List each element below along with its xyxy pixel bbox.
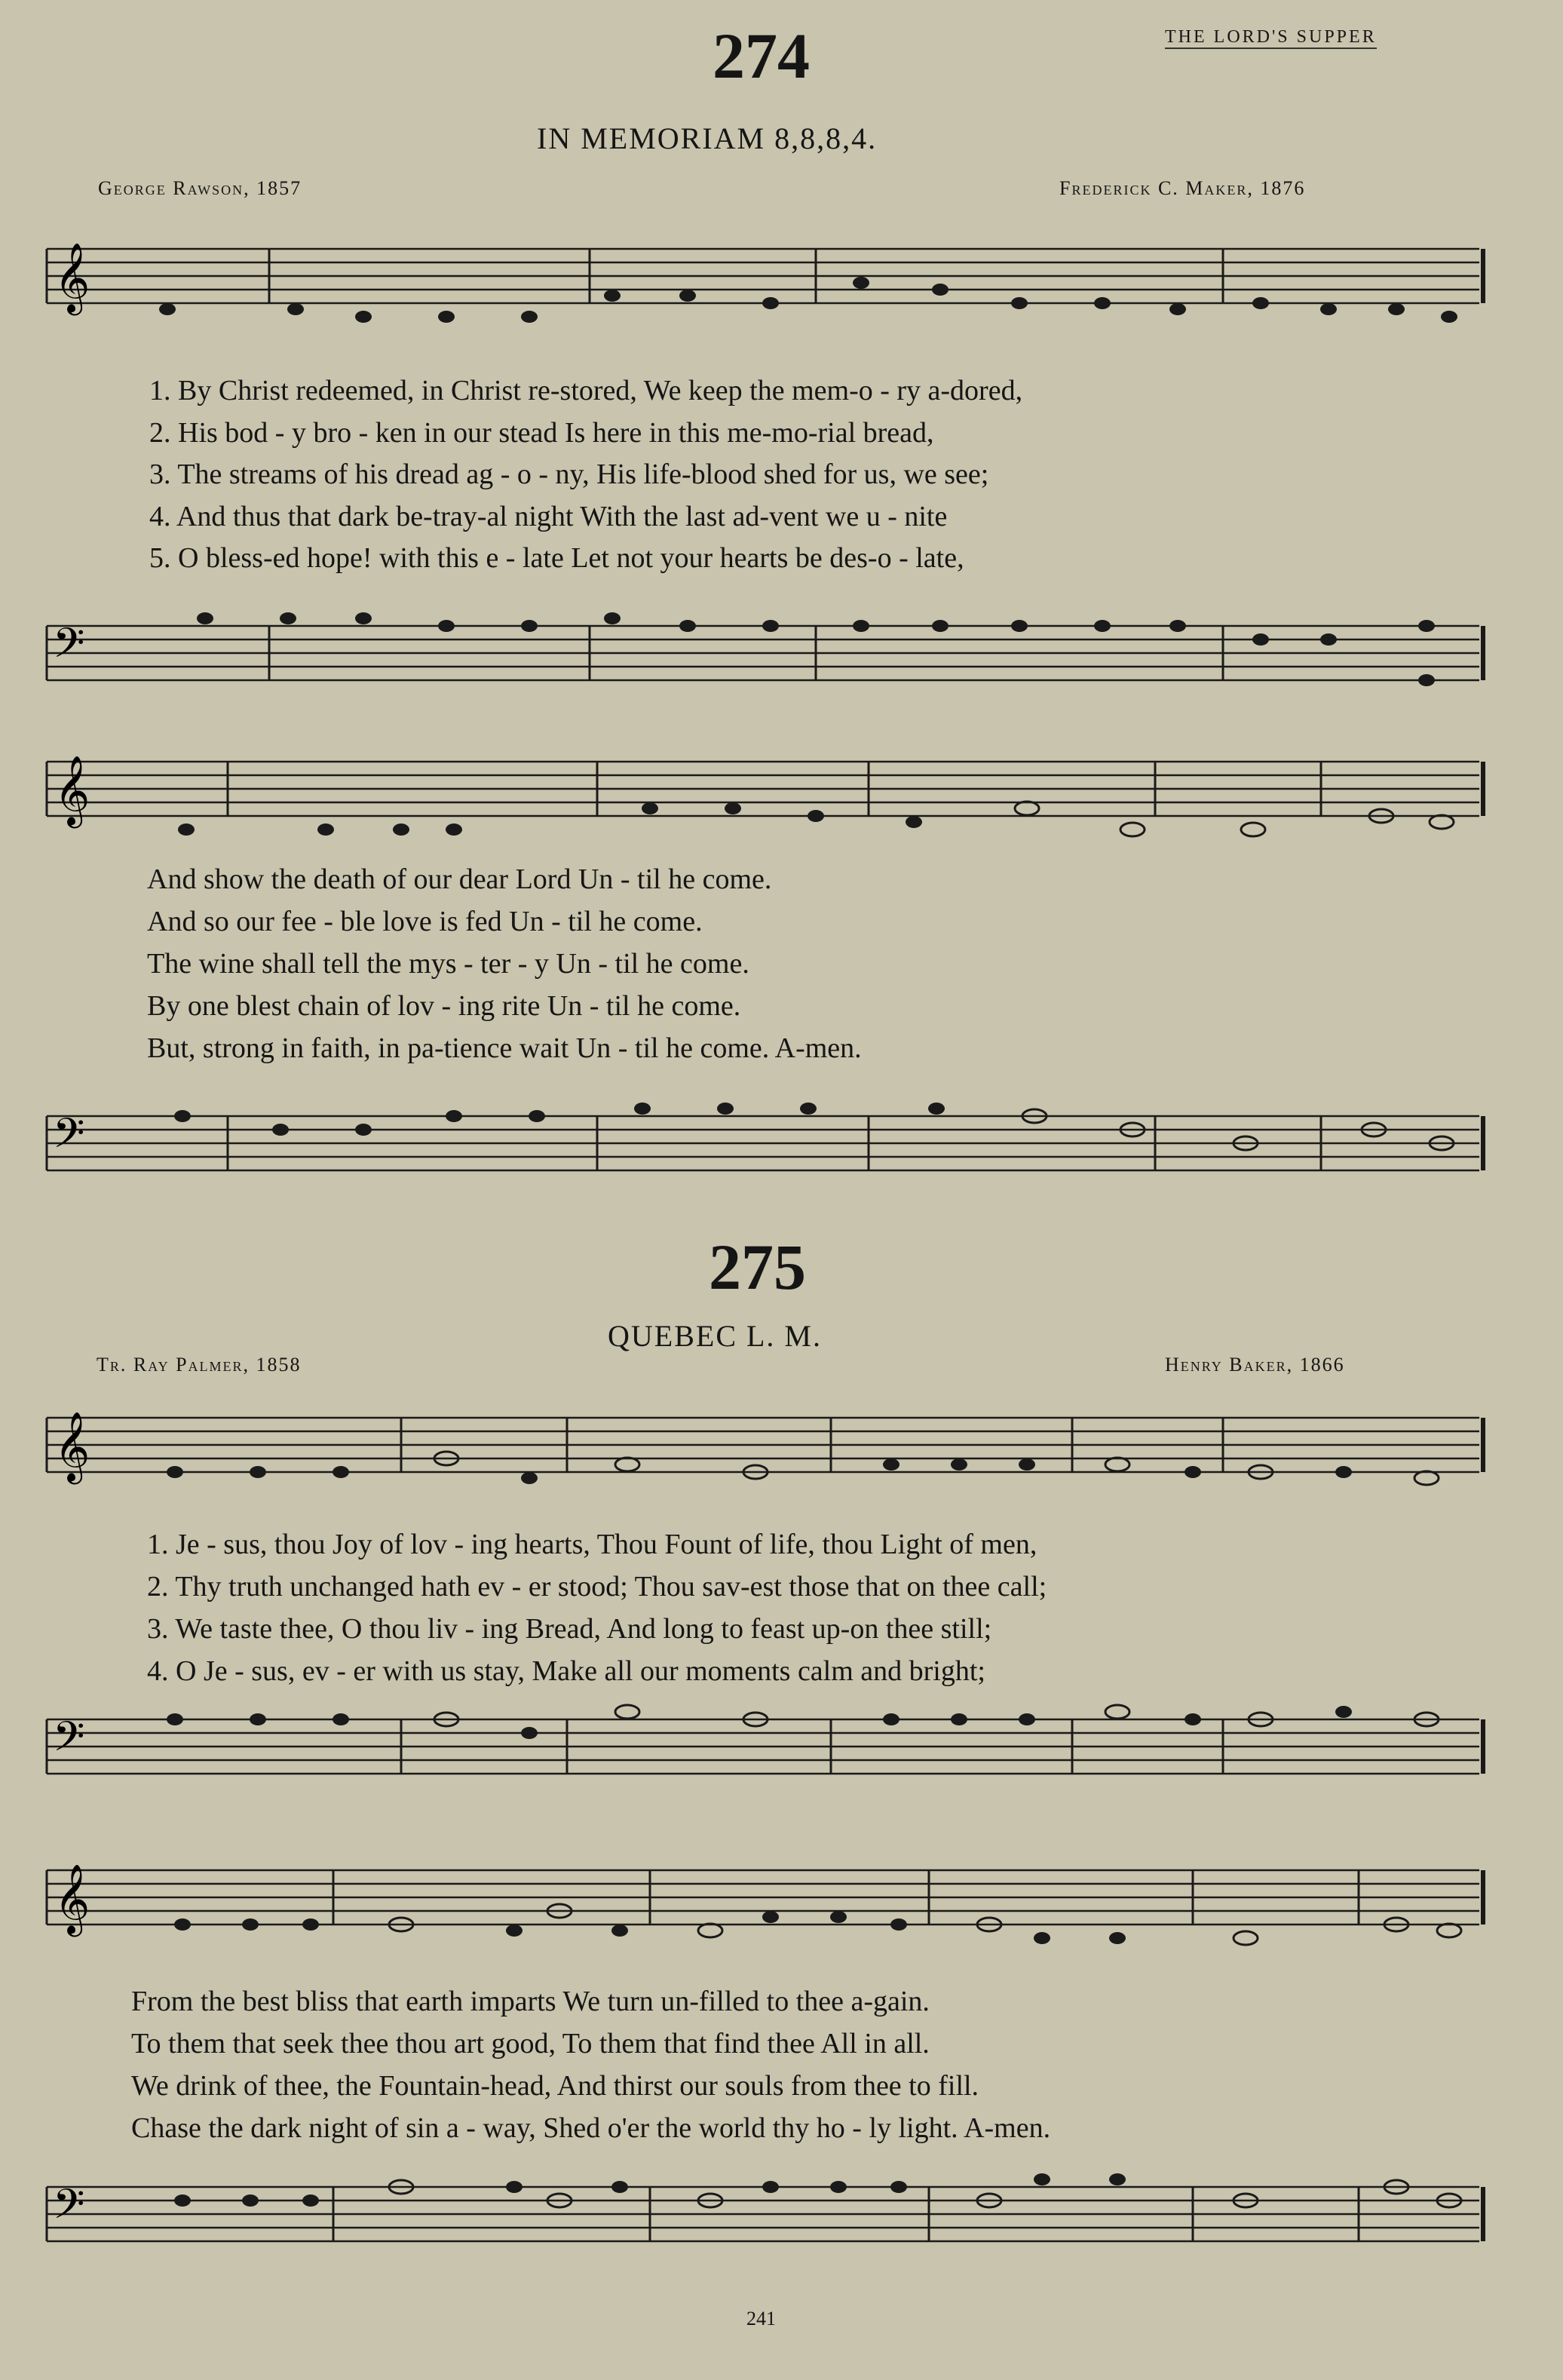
- treble-staff: [47, 754, 1502, 830]
- lyric-line: And show the death of our dear Lord Un - til he come.: [147, 863, 772, 895]
- lyric-line: But, strong in faith, in pa-tience wait Un - til he come. A-men.: [147, 1032, 862, 1064]
- lyric-line: By one blest chain of lov - ing rite Un - til he come.: [147, 990, 741, 1022]
- treble-staff: [47, 241, 1502, 317]
- svg-text:𝄢: 𝄢: [53, 2180, 85, 2238]
- svg-text:𝄞: 𝄞: [54, 755, 90, 825]
- section-header: THE LORD'S SUPPER: [1165, 27, 1377, 49]
- treble-staff: [47, 1863, 1502, 1938]
- bass-staff: [47, 618, 1502, 694]
- hymn-number: 275: [709, 1231, 806, 1303]
- lyric-line: 2. His bod - y bro - ken in our stead Is here in this me-mo-rial bread,: [149, 417, 934, 449]
- author-credit: George Rawson, 1857: [98, 177, 302, 199]
- svg-text:𝄢: 𝄢: [53, 619, 85, 677]
- author-credit: Tr. Ray Palmer, 1858: [97, 1354, 302, 1376]
- svg-text:𝄞: 𝄞: [54, 242, 90, 312]
- lyric-line: 3. The streams of his dread ag - o - ny, His life-blood shed for us, we see;: [149, 459, 989, 490]
- lyric-line: And so our fee - ble love is fed Un - til he come.: [147, 906, 703, 937]
- bass-staff: [47, 2179, 1502, 2255]
- lyric-line: 2. Thy truth unchanged hath ev - er stood; Thou sav-est those that on thee call;: [147, 1571, 1047, 1603]
- tune-title: IN MEMORIAM 8,8,8,4.: [537, 121, 878, 155]
- bass-staff: [47, 1109, 1502, 1184]
- composer-credit: Frederick C. Maker, 1876: [1059, 177, 1306, 199]
- lyric-line: 4. And thus that dark be-tray-al night With the last ad-vent we u - nite: [149, 501, 948, 532]
- page-number: 241: [746, 2308, 776, 2329]
- lyric-line: We drink of thee, the Fountain-head, And thirst our souls from thee to fill.: [131, 2070, 979, 2102]
- composer-credit: Henry Baker, 1866: [1165, 1354, 1345, 1376]
- svg-text:𝄢: 𝄢: [53, 1109, 85, 1167]
- lyric-line: The wine shall tell the mys - ter - y Un - til he come.: [147, 948, 749, 980]
- tune-title: QUEBEC L. M.: [608, 1319, 822, 1353]
- lyric-line: 4. O Je - sus, ev - er with us stay, Make all our moments calm and bright;: [147, 1655, 985, 1687]
- hymn-number: 274: [713, 20, 810, 92]
- lyric-line: 3. We taste thee, O thou liv - ing Bread, And long to feast up-on thee still;: [147, 1613, 992, 1645]
- lyric-line: From the best bliss that earth imparts We turn un-filled to thee a-gain.: [131, 1986, 930, 2017]
- lyric-line: Chase the dark night of sin a - way, Shed o'er the world thy ho - ly light. A-men.: [131, 2112, 1051, 2144]
- treble-staff: [47, 1410, 1502, 1486]
- svg-text:𝄢: 𝄢: [53, 1713, 85, 1771]
- svg-text:𝄞: 𝄞: [54, 1411, 90, 1481]
- lyric-line: 5. O bless-ed hope! with this e - late Let not your hearts be des-o - late,: [149, 542, 964, 574]
- lyric-line: 1. Je - sus, thou Joy of lov - ing hearts, Thou Fount of life, thou Light of men,: [147, 1529, 1037, 1560]
- svg-text:𝄞: 𝄞: [54, 1863, 90, 1934]
- lyric-line: 1. By Christ redeemed, in Christ re-stored, We keep the mem-o - ry a-dored,: [149, 375, 1023, 406]
- bass-staff: [47, 1712, 1502, 1787]
- lyric-line: To them that seek thee thou art good, To them that find thee All in all.: [131, 2028, 930, 2059]
